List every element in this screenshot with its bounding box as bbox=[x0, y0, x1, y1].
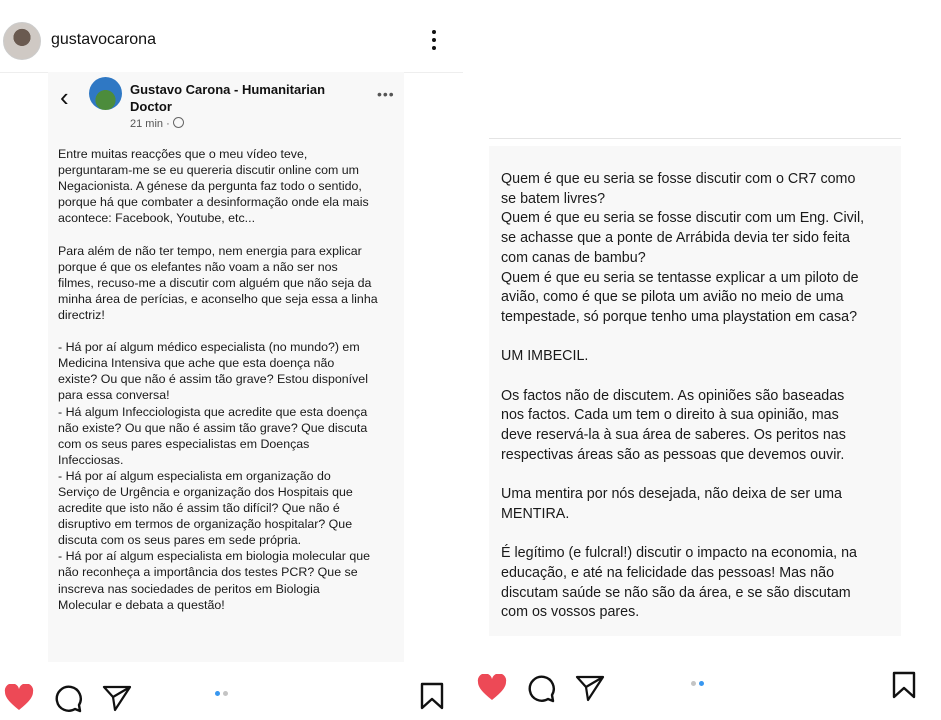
embedded-post-image bbox=[48, 72, 404, 662]
left-post-screenshot bbox=[0, 0, 463, 720]
right-post-screenshot bbox=[463, 0, 941, 720]
carousel-dot-active bbox=[215, 691, 220, 696]
carousel-indicator bbox=[691, 681, 704, 686]
chevron-left-icon: ‹ bbox=[60, 82, 69, 112]
send-icon[interactable] bbox=[102, 684, 132, 712]
page-avatar bbox=[89, 77, 122, 110]
action-bar bbox=[0, 672, 463, 720]
post-time bbox=[130, 117, 184, 130]
carousel-indicator bbox=[215, 691, 228, 696]
heart-icon[interactable] bbox=[4, 684, 34, 711]
page-name: Gustavo Carona - Humanitarian Doctor bbox=[130, 82, 326, 114]
comment-icon[interactable] bbox=[53, 684, 83, 714]
globe-icon bbox=[173, 117, 184, 128]
post-options-icon: ••• bbox=[377, 86, 395, 102]
bookmark-icon[interactable] bbox=[420, 682, 444, 710]
carousel-dot bbox=[223, 691, 228, 696]
action-bar bbox=[463, 664, 941, 720]
post-body-text: Quem é que eu seria se fosse discutir com o CR7 como se batem livres? Quem é que eu seria se fosse discutir com um Eng. Civil, se achasse que a ponte de Arrábida devia ter sido feita com canas de bambu? Quem é que eu seria se tentasse explicar a um piloto de avião, como é que se pilota um avião no meio de uma tempestade, só porque tenho uma playstation em casa? UM IMBECIL. Os factos não de discutem. As opiniões são baseadas nos factos. Cada um tem o direito à sua opinião, mas deve reservá-la à sua área de saberes. Os peritos nas respectivas áreas são as pessoas que devemos ouvir. Uma mentira por nós desejada, não deixa de ser uma MENTIRA. É legítimo (e fulcral!) discutir o impacto na economia, na educação, e até na felicidade das pessoas! Mas não discutam saúde se não são da área, e se são discutam com os vossos pares. bbox=[501, 171, 865, 621]
bookmark-icon[interactable] bbox=[892, 671, 916, 699]
divider bbox=[489, 138, 901, 139]
comment-icon[interactable] bbox=[526, 674, 556, 704]
avatar[interactable] bbox=[3, 22, 41, 60]
username[interactable]: gustavocarona bbox=[51, 31, 156, 48]
post-header bbox=[0, 0, 463, 73]
carousel-dot bbox=[691, 681, 696, 686]
post-time-text: 21 min · bbox=[130, 118, 173, 130]
more-vertical-icon[interactable] bbox=[428, 30, 440, 52]
carousel-dot-active bbox=[699, 681, 704, 686]
send-icon[interactable] bbox=[575, 674, 605, 702]
embedded-post-image bbox=[489, 146, 901, 636]
heart-icon[interactable] bbox=[477, 674, 507, 701]
post-body-text: Entre muitas reacções que o meu vídeo teve, perguntaram-me se eu quereria discutir online com um Negacionista. A génese da pergunta faz todo o sentido, porque há que combater a desinformação onde ela mais acontece: Facebook, Youtube, etc... Para além de não ter tempo, nem energia para explicar porque é que os elefantes não voam a não ser nos filmes, recuso-me a discutir com alguém que não seja da minha área de perícias, e aconselho que seja essa a linha directriz! - Há por aí algum médico especialista (no mundo?) em Medicina Intensiva que ache que esta doença não existe? Ou que não é assim tão grave? Estou disponível para essa conversa! - Há algum Infecciologista que acredite que esta doença não existe? Ou que não é assim tão grave? Que discuta com os seus pares especialistas em Doenças Infecciosas. - Há por aí algum especialista em organização do Serviço de Urgência e organização dos Hospitais que acredite que isto não é assim tão difícil? Que não é disruptivo em termos de organização hospitalar? Que discuta com os seus pares em sede própria. - Há por aí algum especialista em biologia molecular que não reconheça a importância dos testes PCR? Que se inscreva nas sociedades de peritos em Biologia Molecular e debata a questão! bbox=[58, 147, 378, 612]
